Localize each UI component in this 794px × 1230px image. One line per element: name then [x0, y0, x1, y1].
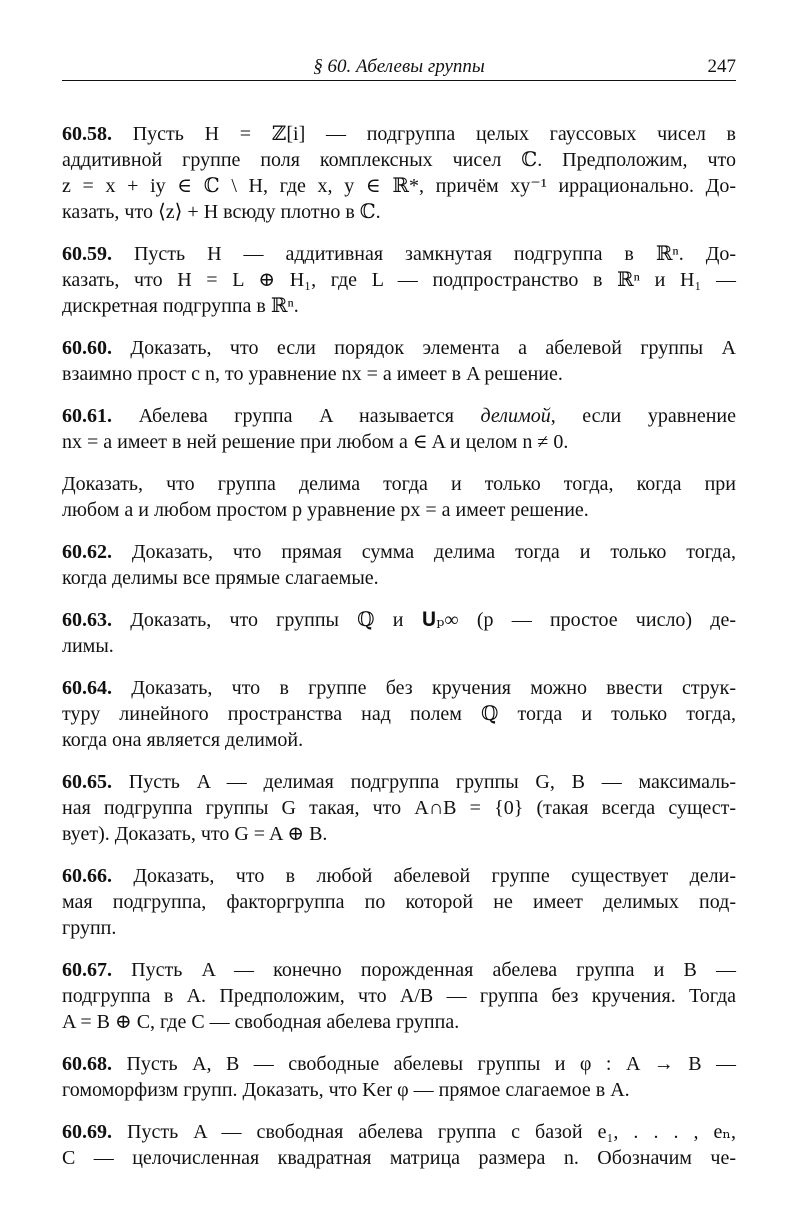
text-line [62, 497, 736, 523]
text-line [62, 565, 736, 591]
problem-60-67 [62, 957, 736, 1035]
line-text: Доказать, что в любой абелевой группе существует дели- [112, 865, 736, 887]
line-text: когда она является делимой. [62, 729, 304, 751]
line-text: лимы. [62, 635, 114, 657]
text-line [62, 147, 736, 173]
text-line [62, 701, 736, 727]
text-line [62, 727, 736, 753]
section-title: § 60. Абелевы группы [313, 56, 485, 77]
line-text: мая подгруппа, факторгруппа по которой не имеет делимых под- [62, 891, 736, 913]
line-text: C — целочисленная квадратная матрица размера n. Обозначим че- [62, 1147, 736, 1169]
text-line [62, 199, 736, 225]
text-line [62, 471, 736, 497]
text-line [62, 983, 736, 1009]
text-line [62, 633, 736, 659]
line-text: дискретная подгруппа в ℝⁿ. [62, 295, 299, 317]
line-text: ная подгруппа группы G такая, что A∩B = {0} (такая всегда сущест- [62, 797, 736, 819]
line-text: Доказать, что в группе без кручения можно ввести струк- [112, 677, 736, 699]
problem-60-64 [62, 675, 736, 753]
text-line [62, 335, 736, 361]
line-text: гомоморфизм групп. Доказать, что Ker φ — прямое слагаемое в A. [62, 1079, 630, 1101]
line-text: , если уравнение [550, 405, 737, 427]
text-line [62, 1009, 736, 1035]
problem-60-63 [62, 607, 736, 659]
problem-number: 60.58. [62, 123, 112, 145]
text-line [62, 429, 736, 455]
text-line [62, 795, 736, 821]
text-line [62, 1119, 736, 1145]
problem-60-58 [62, 121, 736, 225]
line-text: вует). Доказать, что G = A ⊕ B. [62, 823, 328, 845]
text-line [62, 1145, 736, 1171]
line-text: Пусть H — аддитивная замкнутая подгруппа в ℝⁿ. До- [112, 243, 736, 265]
line-text: когда делимы все прямые слагаемые. [62, 567, 379, 589]
line-text: групп. [62, 917, 117, 939]
line-text: аддитивной группе поля комплексных чисел ℂ. Предположим, что [62, 149, 736, 171]
problem-60-68 [62, 1051, 736, 1103]
line-text: Доказать, что прямая сумма делима тогда и только тогда, [112, 541, 736, 563]
problem-60-60 [62, 335, 736, 387]
line-text: Доказать, что если порядок элемента a абелевой группы A [112, 337, 736, 359]
problem-number: 60.67. [62, 959, 112, 981]
problem-60-59 [62, 241, 736, 319]
problem-number: 60.61. [62, 405, 112, 427]
line-text: туру линейного пространства над полем ℚ тогда и только тогда, [62, 703, 736, 725]
text-line [62, 607, 736, 633]
text-line [62, 957, 736, 983]
line-text: Пусть H = ℤ[i] — подгруппа целых гауссовых чисел в [112, 123, 736, 145]
problem-number: 60.68. [62, 1053, 112, 1075]
text-line [62, 1077, 736, 1103]
problem-60-69 [62, 1119, 736, 1171]
problem-number: 60.60. [62, 337, 112, 359]
problem-number: 60.63. [62, 609, 112, 631]
text-line [62, 539, 736, 565]
problem-60-61 [62, 403, 736, 455]
line-text: Пусть A — свободная абелева группа с базой e₁, . . . , eₙ, [112, 1121, 736, 1143]
line-text: z = x + iy ∈ ℂ \ H, где x, y ∈ ℝ*, причём xy⁻¹ иррационально. До- [62, 175, 736, 197]
line-text: Пусть A — делимая подгруппа группы G, B — максималь- [112, 771, 736, 793]
page-body [62, 121, 736, 1187]
line-text: подгруппа в A. Предположим, что A/B — группа без кручения. Тогда [62, 985, 736, 1007]
emphasized-term: делимой [480, 405, 551, 427]
problem-60-62 [62, 539, 736, 591]
text-line [62, 173, 736, 199]
text-line [62, 403, 736, 429]
line-text: взаимно прост с n, то уравнение nx = a имеет в A решение. [62, 363, 563, 385]
page-number: 247 [707, 56, 736, 77]
running-header [62, 54, 736, 81]
line-text: Абелева группа A называется [112, 405, 481, 427]
problem-number: 60.66. [62, 865, 112, 887]
text-line [62, 121, 736, 147]
text-line [62, 361, 736, 387]
line-text: Доказать, что группа делима тогда и только тогда, когда при [62, 473, 736, 495]
problem-number: 60.69. [62, 1121, 112, 1143]
line-text: Пусть A — конечно порожденная абелева группа и B — [112, 959, 736, 981]
line-text: казать, что ⟨z⟩ + H всюду плотно в ℂ. [62, 201, 381, 223]
text-line [62, 1051, 736, 1077]
text-line [62, 821, 736, 847]
text-line [62, 293, 736, 319]
problem-number: 60.62. [62, 541, 112, 563]
line-text: Пусть A, B — свободные абелевы группы и φ : A → B — [112, 1053, 736, 1075]
text-line [62, 889, 736, 915]
text-line [62, 863, 736, 889]
problem-number: 60.64. [62, 677, 112, 699]
problem-number: 60.59. [62, 243, 112, 265]
text-line [62, 675, 736, 701]
line-text: A = B ⊕ C, где C — свободная абелева группа. [62, 1011, 460, 1033]
line-text: любом a и любом простом p уравнение px = a имеет решение. [62, 499, 589, 521]
problem-60-65 [62, 769, 736, 847]
line-text: казать, что H = L ⊕ H₁, где L — подпространство в ℝⁿ и H₁ — [62, 269, 736, 291]
line-text: Доказать, что группы ℚ и 𝐔ₚ∞ (p — простое число) де- [112, 609, 736, 631]
paragraph [62, 471, 736, 523]
problem-60-66 [62, 863, 736, 941]
text-line [62, 769, 736, 795]
line-text: nx = a имеет в ней решение при любом a ∈ A и целом n ≠ 0. [62, 431, 569, 453]
problem-number: 60.65. [62, 771, 112, 793]
text-line [62, 241, 736, 267]
text-line [62, 267, 736, 293]
text-line [62, 915, 736, 941]
